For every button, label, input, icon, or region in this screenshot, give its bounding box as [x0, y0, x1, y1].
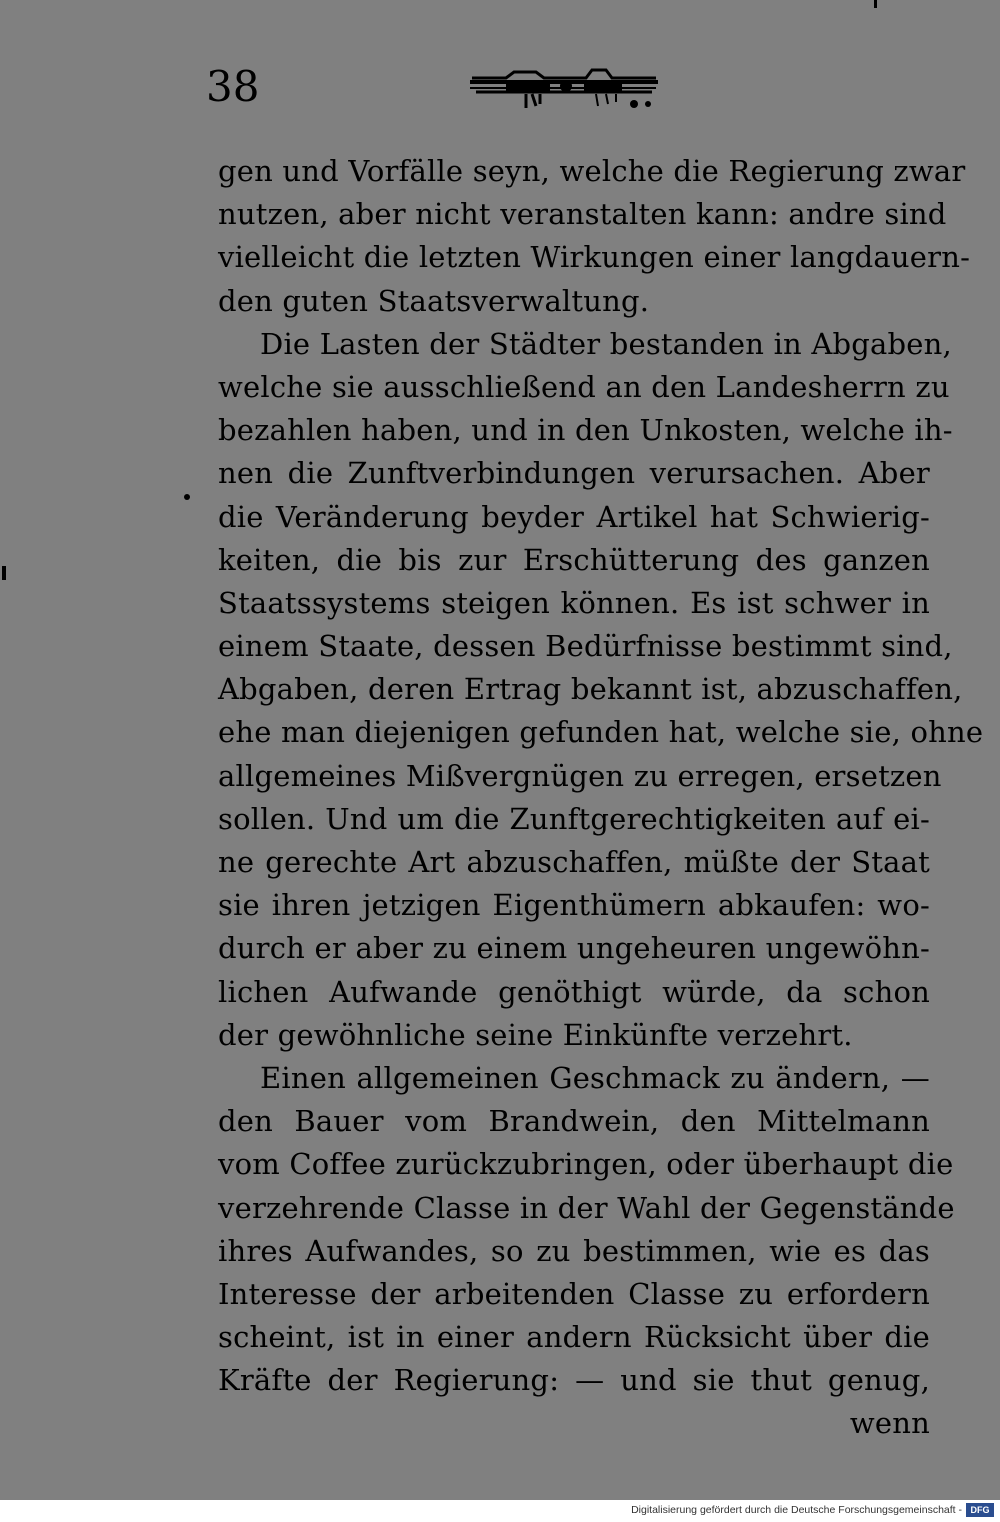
text-line: nutzen, aber nicht veranstalten kann: andre sind	[218, 197, 947, 232]
text-line: einem Staate, dessen Bedürfnisse bestimmt sind,	[218, 629, 953, 664]
text-line: der gewöhnliche seine Einkünfte verzehrt.	[218, 1017, 853, 1052]
text-line: ne gerechte Art abzuschaffen, müßte der Staat	[218, 845, 930, 879]
text-line: Staatssystems steigen können. Es ist schwer in	[218, 585, 930, 620]
text-line: Kräfte der Regierung: — und sie thut genug,	[218, 1363, 930, 1398]
body-text	[218, 150, 984, 1446]
text-line: sie ihren jetzigen Eigenthümern abkaufen: wo-	[218, 888, 930, 923]
text-line: ehe man diejenigen gefunden hat, welche sie, ohne	[218, 715, 984, 750]
text-line: die Veränderung beyder Artikel hat Schwierig-	[218, 499, 930, 534]
text-line: Interesse der arbeitenden Classe zu erfordern	[218, 1276, 930, 1311]
margin-speck	[874, 0, 877, 8]
text-line: nen die Zunftverbindungen verursachen. Aber	[218, 456, 930, 491]
text-line: welche sie ausschließend an den Landesherrn zu	[218, 369, 950, 404]
text-line: gen und Vorfälle seyn, welche die Regierung zwar	[218, 154, 966, 188]
text-line: vom Coffee zurückzubringen, oder überhaupt die	[218, 1147, 954, 1182]
digitization-footer	[0, 1500, 1000, 1522]
margin-speck	[2, 566, 6, 580]
text-line: lichen Aufwande genöthigt würde, da schon	[218, 974, 930, 1009]
text-line: keiten, die bis zur Erschütterung des ganzen	[218, 542, 930, 577]
text-line: bezahlen haben, und in den Unkosten, welche ih-	[218, 413, 953, 448]
text-line: den Bauer vom Brandwein, den Mittelmann	[218, 1104, 930, 1139]
page-number: 38	[206, 62, 260, 111]
text-line: scheint, ist in einer andern Rücksicht über die	[218, 1320, 930, 1355]
text-line: Einen allgemeinen Geschmack zu ändern, —	[260, 1060, 930, 1095]
text-line: Abgaben, deren Ertrag bekannt ist, abzuschaffen,	[218, 672, 963, 707]
catchword: wenn	[849, 1406, 930, 1441]
text-line: allgemeines Mißvergnügen zu erregen, ersetzen	[218, 758, 942, 793]
funding-credit: Digitalisierung gefördert durch die Deutsche Forschungsgemeinschaft -	[631, 1504, 962, 1516]
text-line: den guten Staatsverwaltung.	[218, 283, 650, 318]
printers-ornament-icon	[466, 64, 662, 116]
dfg-logo-icon: DFG	[966, 1503, 994, 1517]
text-line: verzehrende Classe in der Wahl der Gegenstände	[218, 1190, 955, 1225]
text-line: vielleicht die letzten Wirkungen einer langdauern-	[218, 240, 971, 275]
text-line: sollen. Und um die Zunftgerechtigkeiten auf ei-	[218, 801, 930, 836]
text-line: Die Lasten der Städter bestanden in Abgaben,	[260, 326, 952, 361]
margin-speck	[184, 494, 190, 500]
text-line: ihres Aufwandes, so zu bestimmen, wie es das	[218, 1233, 930, 1268]
text-line: durch er aber zu einem ungeheuren ungewöhn-	[218, 931, 930, 966]
